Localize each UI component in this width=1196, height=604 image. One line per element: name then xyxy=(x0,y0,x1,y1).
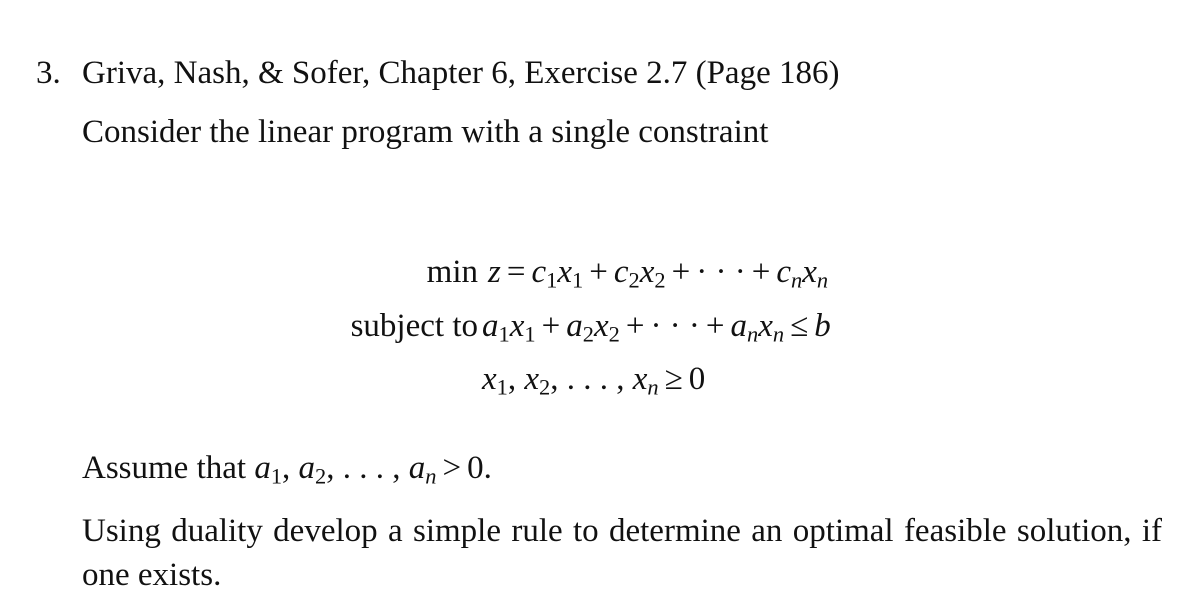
exercise-number: 3. xyxy=(36,55,61,91)
constraint-row-label xyxy=(351,304,478,348)
equation-expressions xyxy=(478,250,938,410)
assumption-suffix: . xyxy=(483,450,492,486)
constraint-label: subject to xyxy=(350,308,478,344)
assumption-prefix: Assume that xyxy=(82,450,247,486)
constraint-expression: $a_1x_1 + a_2x_2$ + · · · + $a_nx_n \le b$ xyxy=(482,308,831,347)
exercise-heading xyxy=(36,55,839,92)
objective-label: min xyxy=(426,254,478,290)
nonnegativity-expression: $x_1$, $x_2$, . . . , $x_n \ge 0$ xyxy=(482,361,706,400)
equation-labels xyxy=(78,250,478,410)
intro-text: Consider the linear program with a single constraint xyxy=(82,114,769,150)
objective-expression: $z = c_1x_1 + c_2x_2$ + · · · + $c_nx_n$ xyxy=(488,254,829,293)
assumption-text: Assume that $a_1$, $a_2$, . . . , $a_n > 0$. xyxy=(82,450,492,489)
exercise-title: Griva, Nash, & Sofer, Chapter 6, Exercise 2.7 (Page 186) xyxy=(82,55,840,91)
objective-row-label xyxy=(427,250,478,294)
question-text: Using duality develop a simple rule to determine an optimal feasible solution, if one exists. xyxy=(82,513,1162,593)
